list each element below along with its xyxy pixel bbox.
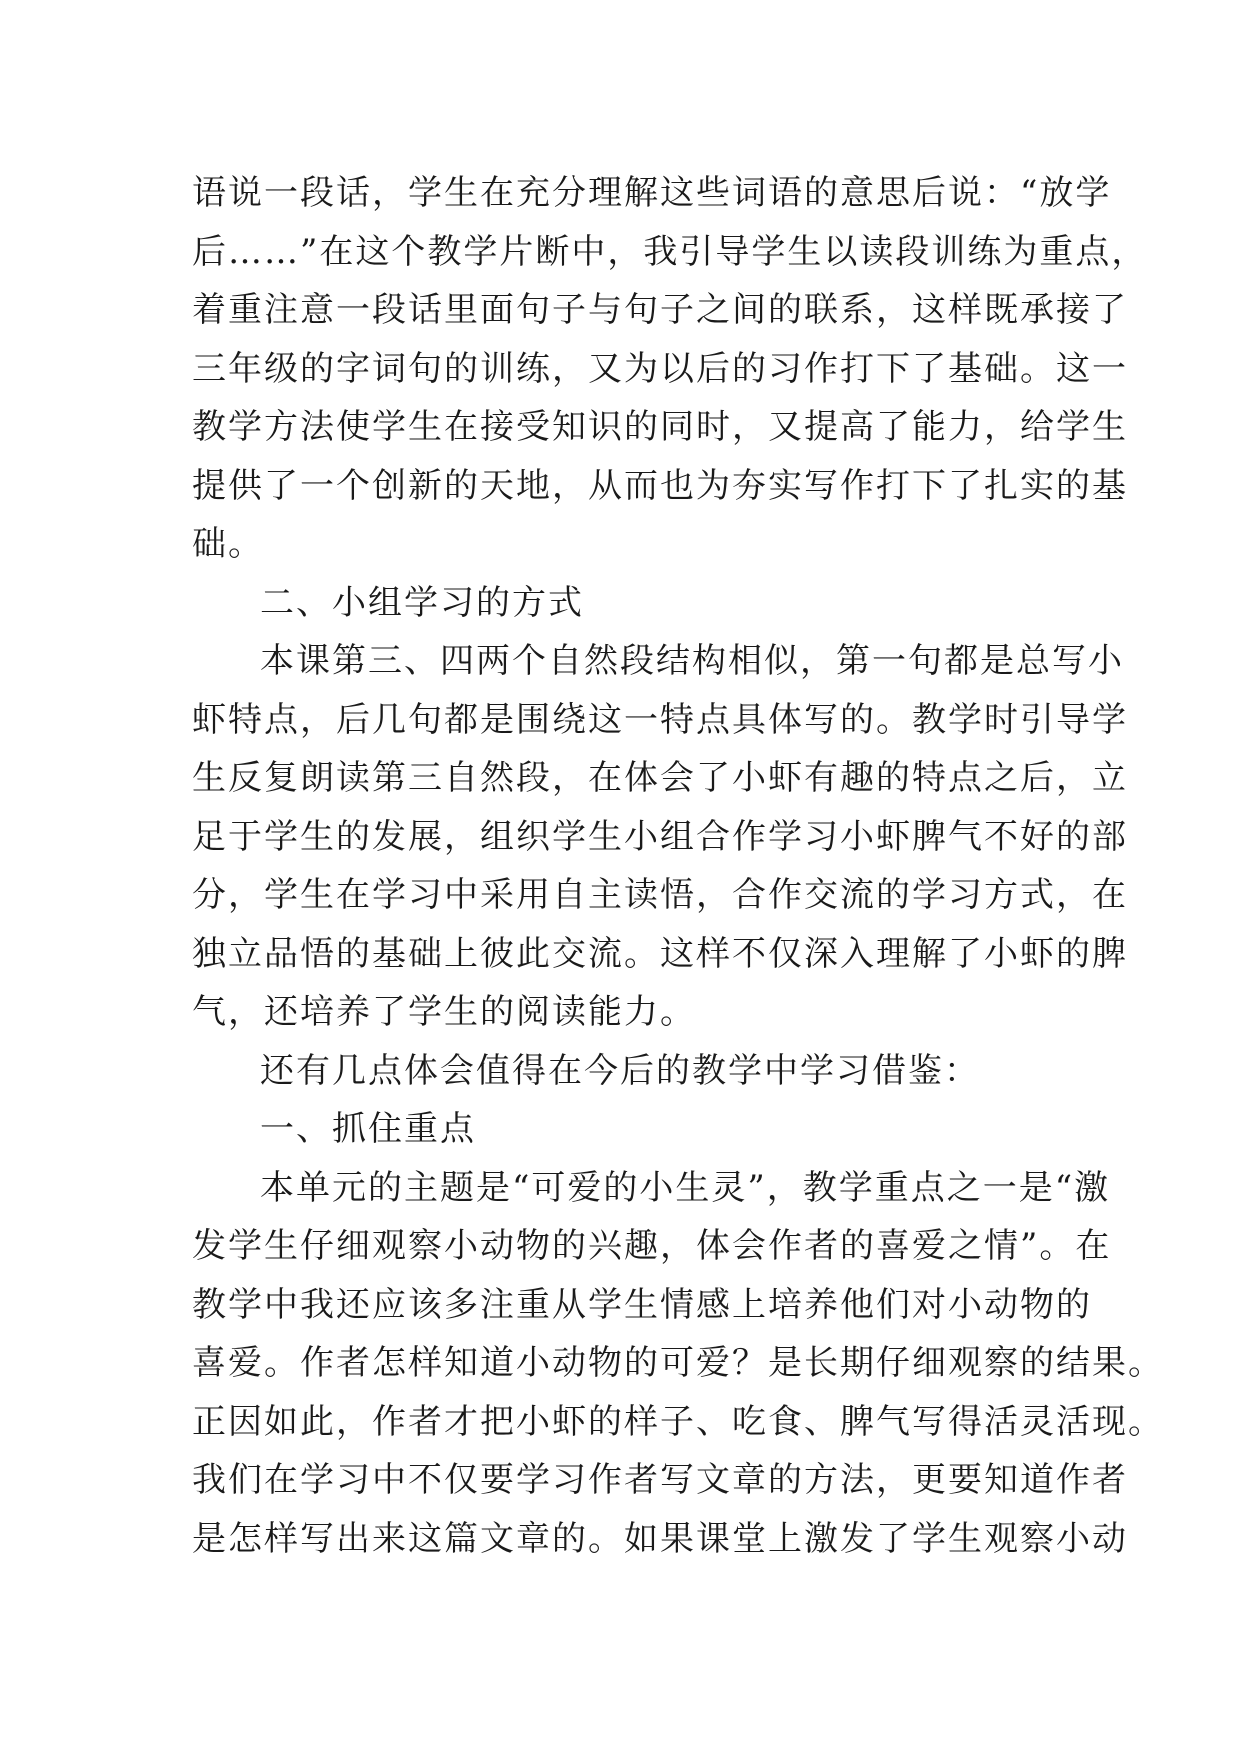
- text-line: 教学方法使学生在接受知识的同时，又提高了能力，给学生: [192, 407, 1128, 447]
- section-heading: [192, 574, 1052, 633]
- text-line: 气，还培养了学生的阅读能力。: [192, 992, 696, 1032]
- section-heading: [192, 1100, 1052, 1159]
- text-line: 我们在学习中不仅要学习作者写文章的方法，更要知道作者: [192, 1460, 1128, 1500]
- text-line: 本单元的主题是“可爱的小生灵”，教学重点之一是“激: [260, 1167, 1111, 1208]
- text-line: 提供了一个创新的天地，从而也为夯实写作打下了扎实的基: [192, 465, 1128, 506]
- paragraph: [192, 632, 1128, 1042]
- text-line: 础。: [192, 524, 264, 564]
- text-line: 教学中我还应该多注重从学生情感上培养他们对小动物的: [192, 1284, 1092, 1325]
- text-line: 发学生仔细观察小动物的兴趣，体会作者的喜爱之情”。在: [192, 1226, 1112, 1266]
- body-text: [192, 164, 1164, 1568]
- text-line: 三年级的字词句的训练，又为以后的习作打下了基础。这一: [192, 348, 1128, 389]
- text-line: 独立品悟的基础上彼此交流。这样不仅深入理解了小虾的脾: [192, 933, 1128, 974]
- text-line: 虾特点，后几句都是围绕这一特点具体写的。教学时引导学: [192, 699, 1128, 740]
- text-line: 本课第三、四两个自然段结构相似，第一句都是总写小: [260, 641, 1124, 681]
- paragraph: [192, 1159, 1164, 1569]
- paragraph: [192, 1042, 1052, 1101]
- text-line: 生反复朗读第三自然段，在体会了小虾有趣的特点之后，立: [192, 758, 1128, 798]
- text-line: 二、小组学习的方式: [260, 582, 584, 623]
- text-line: 足于学生的发展，组织学生小组合作学习小虾脾气不好的部: [192, 816, 1128, 857]
- text-line: 着重注意一段话里面句子与句子之间的联系，这样既承接了: [192, 290, 1128, 330]
- text-line: 分，学生在学习中采用自主读悟，合作交流的学习方式，在: [192, 875, 1128, 915]
- text-line: 正因如此，作者才把小虾的样子、吃食、脾气写得活灵活现。: [192, 1401, 1164, 1442]
- text-line: 喜爱。作者怎样知道小动物的可爱？是长期仔细观察的结果。: [192, 1343, 1164, 1383]
- text-line: 是怎样写出来这篇文章的。如果课堂上激发了学生观察小动: [192, 1518, 1128, 1559]
- text-line: 一、抓住重点: [260, 1109, 476, 1149]
- text-line: 语说一段话，学生在充分理解这些词语的意思后说：“放学: [192, 173, 1112, 213]
- text-line: 后……”在这个教学片断中，我引导学生以读段训练为重点，: [192, 231, 1148, 272]
- paragraph: [192, 164, 1148, 574]
- text-line: 还有几点体会值得在今后的教学中学习借鉴：: [260, 1050, 980, 1091]
